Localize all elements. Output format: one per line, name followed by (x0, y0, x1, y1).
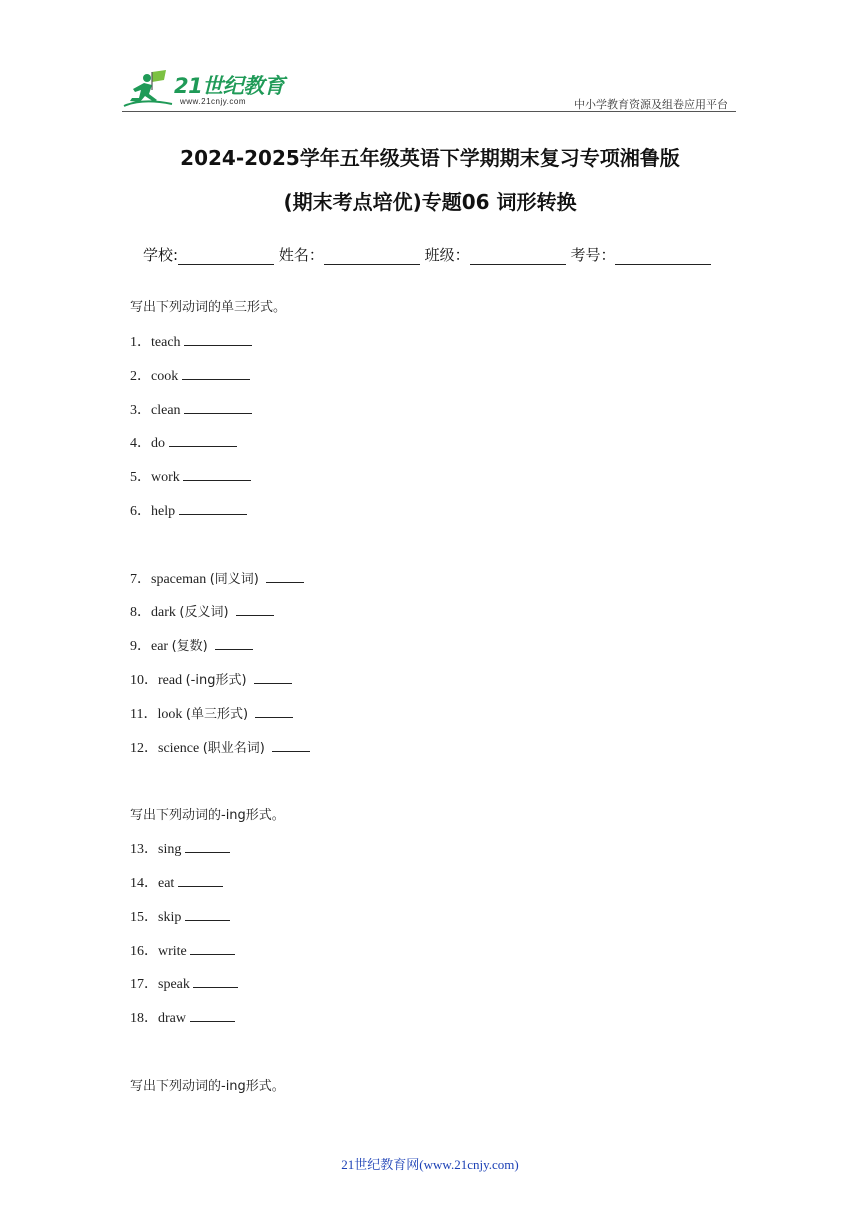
section-heading: 写出下列动词的单三形式。 (130, 300, 287, 315)
question-item: 5．work (130, 466, 251, 486)
name-label: 姓名： (278, 246, 324, 264)
runner-icon (122, 68, 174, 112)
answer-blank[interactable] (254, 670, 292, 684)
question-item: 17．speak (130, 973, 238, 993)
name-field[interactable] (324, 247, 420, 265)
page-subtitle: (期末考点培优)专题06 词形转换 (283, 190, 577, 214)
question-item: 8．dark (反义词) (130, 601, 274, 621)
answer-blank[interactable] (266, 569, 304, 583)
answer-blank[interactable] (169, 433, 237, 447)
answer-blank[interactable] (193, 974, 238, 988)
platform-tagline: 中小学教育资源及组卷应用平台 (574, 98, 728, 111)
question-item: 13．sing (130, 838, 230, 858)
answer-blank[interactable] (215, 636, 253, 650)
header-divider (122, 111, 736, 112)
answer-blank[interactable] (255, 704, 293, 718)
answer-blank[interactable] (236, 602, 274, 616)
question-item: 7．spaceman (同义词) (130, 568, 304, 588)
page-header (122, 66, 736, 112)
class-label: 班级： (424, 246, 470, 264)
answer-blank[interactable] (183, 467, 251, 481)
answer-blank[interactable] (178, 873, 223, 887)
question-item: 14．eat (130, 872, 223, 892)
question-item: 16．write (130, 940, 235, 960)
school-field[interactable] (178, 247, 274, 265)
student-info-row (143, 244, 711, 265)
question-item: 10．read (-ing形式) (130, 669, 292, 689)
question-item: 15．skip (130, 906, 230, 926)
class-field[interactable] (470, 247, 566, 265)
school-label: 学校: (143, 246, 179, 264)
answer-blank[interactable] (179, 501, 247, 515)
question-item: 1．teach (130, 331, 252, 351)
answer-blank[interactable] (182, 366, 250, 380)
logo-text: 21世纪教育 (174, 74, 285, 98)
question-item: 3．clean (130, 399, 252, 419)
site-logo[interactable] (122, 68, 292, 112)
answer-blank[interactable] (190, 941, 235, 955)
answer-blank[interactable] (184, 400, 252, 414)
question-item: 12．science (职业名词) (130, 737, 310, 757)
question-item: 4．do (130, 432, 237, 452)
answer-blank[interactable] (184, 332, 252, 346)
footer-link[interactable]: 21世纪教育网(www.21cnjy.com) (341, 1157, 519, 1172)
question-item: 18．draw (130, 1007, 235, 1027)
answer-blank[interactable] (185, 839, 230, 853)
section-heading: 写出下列动词的-ing形式。 (130, 1079, 285, 1094)
answer-blank[interactable] (190, 1008, 235, 1022)
page-title: 2024-2025学年五年级英语下学期期末复习专项湘鲁版 (180, 146, 680, 170)
question-item: 6．help (130, 500, 247, 520)
question-item: 2．cook (130, 365, 250, 385)
exam-number-label: 考号： (570, 246, 616, 264)
answer-blank[interactable] (185, 907, 230, 921)
logo-url: www.21cnjy.com (180, 97, 246, 106)
exam-number-field[interactable] (615, 247, 711, 265)
answer-blank[interactable] (272, 738, 310, 752)
question-item: 11．look (单三形式) (130, 703, 293, 723)
question-item: 9．ear (复数) (130, 635, 253, 655)
section-heading: 写出下列动词的-ing形式。 (130, 808, 285, 823)
